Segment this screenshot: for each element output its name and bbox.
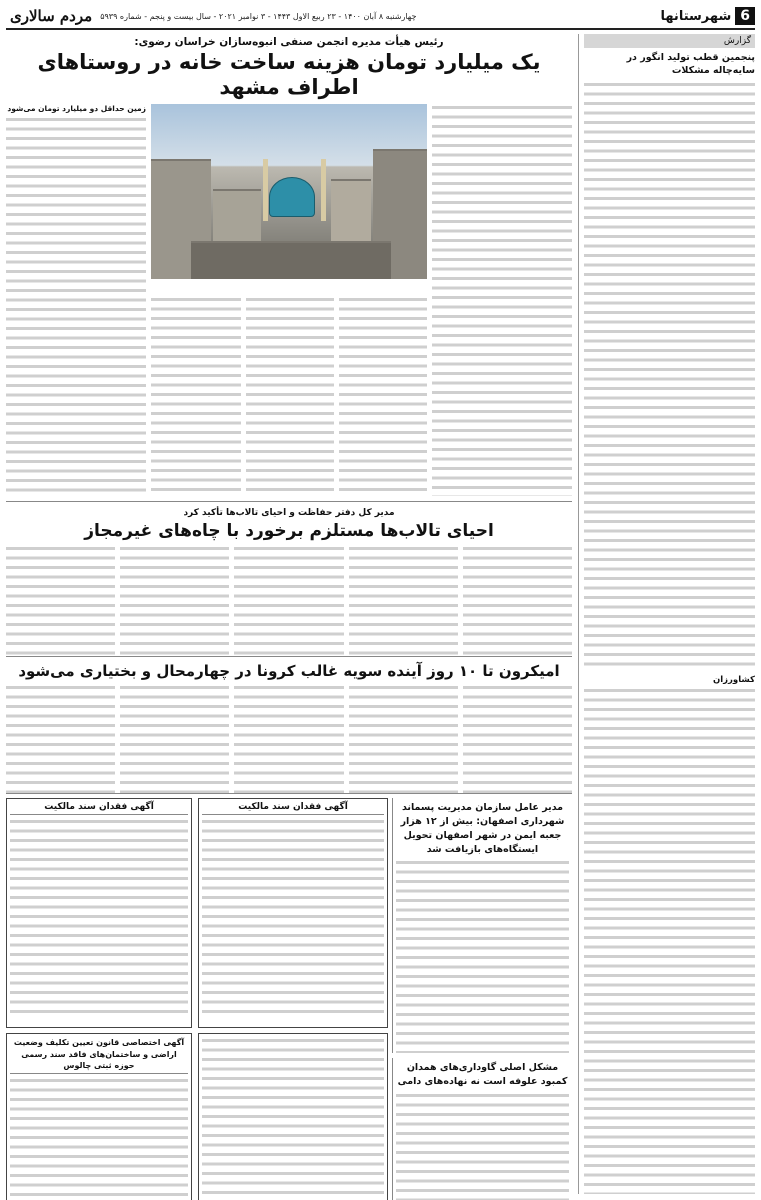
sidebar-subheading: کشاورزان (712, 674, 755, 685)
story3-col-2 (349, 684, 458, 793)
story1-lead: زمین حداقل دو میلیارد تومان می‌شود (7, 104, 146, 114)
story1-text-col-2 (151, 296, 241, 496)
story2-col-3 (234, 545, 343, 656)
story3 (6, 684, 572, 794)
story2-col-2 (349, 545, 458, 656)
story2-col-1 (463, 545, 572, 656)
story1-text-col-5 (6, 116, 146, 494)
ad-3-body (10, 1077, 188, 1200)
sidebar-report (578, 34, 755, 1194)
story3-col-4 (120, 684, 229, 793)
section-header (660, 7, 755, 25)
page-number: 6 (735, 7, 755, 25)
section-title: شهرستانها (660, 8, 732, 24)
sidebar-title: پنجمین قطب تولید انگور در سایه‌چاله مشکلات (626, 52, 755, 77)
ad-2-body (202, 818, 384, 1018)
ad-1-body (10, 818, 188, 1018)
bottom-section (6, 798, 572, 1200)
shrine-dome-icon (269, 177, 315, 217)
story1-kicker: رئیس هیأت مدیره انجمن صنفی انبوه‌سازان خراسان رضوی: (134, 36, 444, 48)
sidebar-body-text (584, 81, 755, 671)
story1-photo (151, 104, 427, 279)
main-content (6, 34, 572, 1194)
date-line: چهارشنبه ۸ آبان ۱۴۰۰ - ۲۳ ربیع الاول ۱۴۴۳ - ۳ نوامبر ۲۰۲۱ - سال بیست و پنجم - شماره ۵۹۳۹ (100, 11, 417, 21)
ad-middle-lower (198, 1033, 388, 1200)
newspaper-name: مردم سالاری (10, 7, 93, 25)
story1-text-col-4 (339, 296, 427, 496)
story2-kicker: مدیر کل دفتر حفاظت و احیای تالاب‌ها تأکید کرد (183, 508, 395, 519)
story3-headline: امیکرون تا ۱۰ روز آینده سویه غالب کرونا در چهارمحال و بختیاری می‌شود (18, 662, 560, 681)
sidebar-body-text-2 (584, 687, 755, 1194)
ad-lost-deed-1 (6, 798, 192, 1028)
story2-col-4 (120, 545, 229, 656)
story1-text-col-3 (246, 296, 334, 496)
ad-middle-lower-body (202, 1037, 384, 1200)
ad-3-title: آگهی اختصاصی قانون تعیین تکلیف وضعیت اراضی و ساختمان‌های فاقد سند رسمی حوزه ثبتی چالوس (10, 1037, 188, 1074)
ad-2-title: آگهی فقدان سند مالکیت (202, 802, 384, 815)
story3-col-3 (234, 684, 343, 793)
story2-col-5 (6, 545, 115, 656)
story2-headline: احیای تالاب‌ها مستلزم برخورد با چاه‌های غیرمجاز (84, 521, 494, 542)
masthead (6, 4, 755, 30)
ad-land-registry (6, 1033, 192, 1200)
story-b-title: مشکل اصلی گاوداری‌های همدان کمبود علوفه است نه نهاده‌های دامی (397, 1062, 568, 1088)
story3-col-1 (463, 684, 572, 793)
ad-1-title: آگهی فقدان سند مالکیت (10, 802, 188, 815)
ad-lost-deed-2 (198, 798, 388, 1028)
story-b (392, 1058, 572, 1200)
story-a-title: مدیر عامل سازمان مدیریت پسماند شهرداری اصفهان: بیش از ۱۲ هزار جعبه ایمن در شهر اصفهان تحویل ایستگاه‌های بازیافت شد (400, 802, 565, 855)
story1-left-col (6, 104, 146, 494)
story1 (6, 104, 572, 502)
story1-text-col-1 (432, 104, 572, 496)
story2 (6, 545, 572, 657)
story-a (392, 798, 572, 1053)
story-b-body (396, 1092, 569, 1200)
story-a-body (396, 859, 569, 1053)
story3-col-5 (6, 684, 115, 793)
story3-columns (6, 684, 572, 793)
report-label: گزارش (584, 34, 755, 48)
story1-headline: یک میلیارد تومان هزینه ساخت خانه در روستاهای اطراف مشهد (37, 50, 541, 100)
story2-columns (6, 545, 572, 656)
